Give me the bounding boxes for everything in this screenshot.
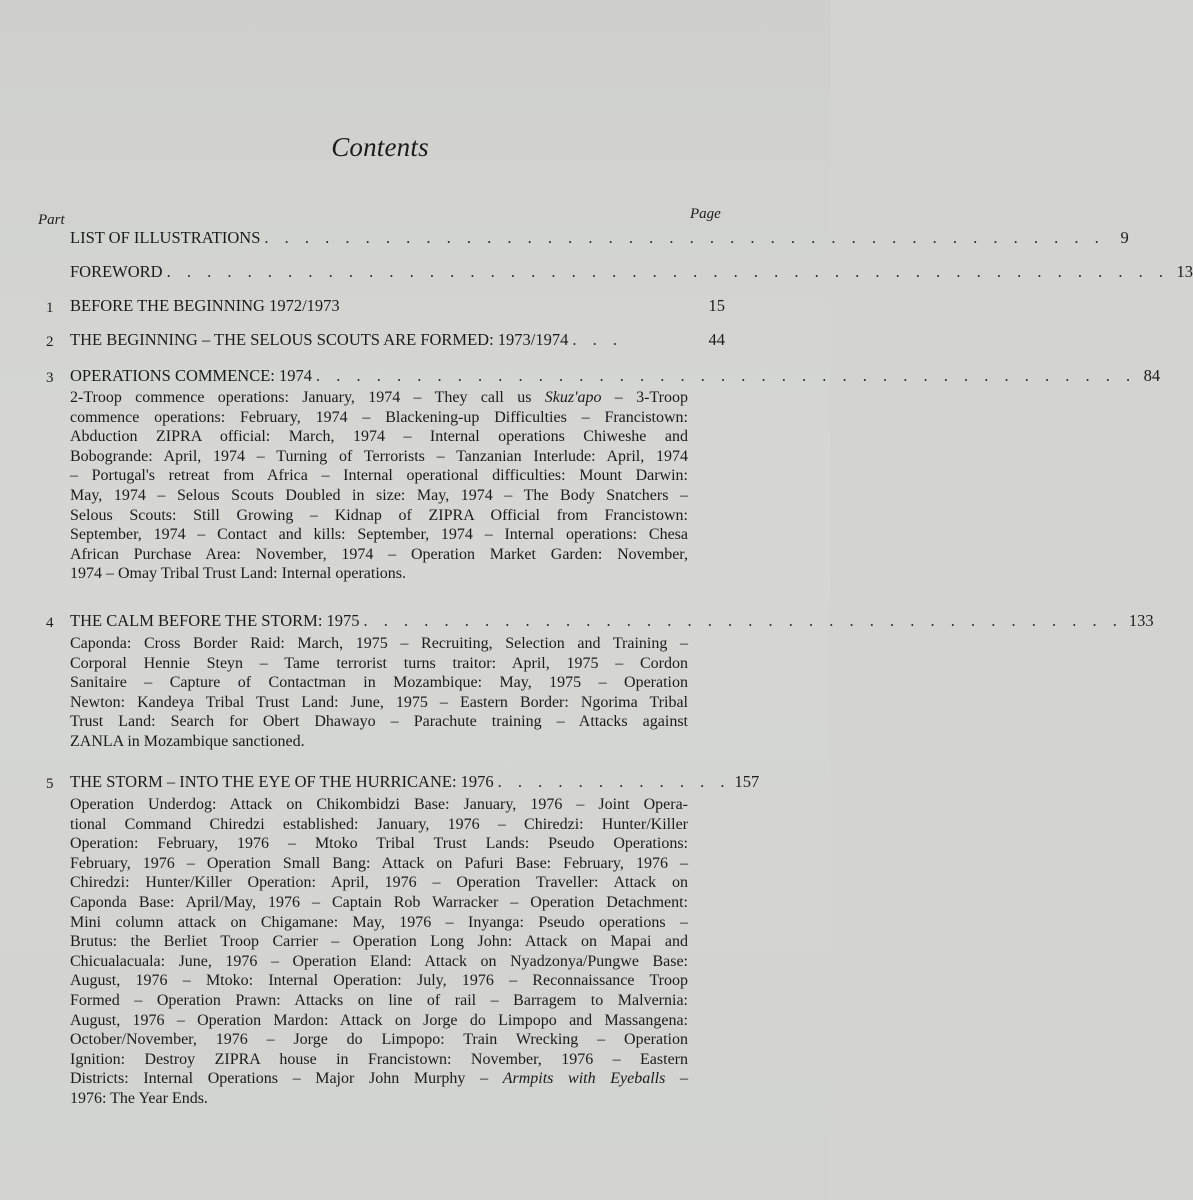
toc-entry-line [70, 330, 725, 350]
italic-term: Armpits with Eyeballs [502, 1070, 666, 1088]
description-line: Brutus: the Berliet Troop Carrier – Operation Long John: Attack on Mapai and [70, 933, 688, 951]
description-line: Selous Scouts: Still Growing – Kidnap of ZIPRA Official from Francistown: [70, 506, 688, 524]
toc-entry-title: THE BEGINNING – THE SELOUS SCOUTS ARE FORMED: 1973/1974 [70, 330, 569, 349]
description-line: Caponda: Cross Border Raid: March, 1975 – Recruiting, Selection and Training – [70, 635, 688, 652]
page-column-heading: Page [690, 206, 721, 222]
toc-entry-title: BEFORE THE BEGINNING 1972/1973 [70, 296, 340, 315]
dot-leader: . . . . . . . . . . . . . . . . . . . . . . . . . . . . . . . . . . . . . . . . . . [264, 228, 1105, 247]
toc-entry-title: THE STORM – INTO THE EYE OF THE HURRICANE: 1976 [70, 772, 494, 791]
toc-entry-line [70, 611, 1154, 631]
description-line: ZANLA in Mozambique sanctioned. [70, 732, 305, 750]
description-line: 1974 – Omay Tribal Trust Land: Internal operations. [70, 565, 406, 583]
dot-leader: . . . . . . . . . . . . . . . . . . . . . . . . . . . . . . . . . . . . . . . . . . . . . . . . . . [166, 262, 1169, 281]
description-line: Trust Land: Search for Obert Dhawayo – Parachute training – Attacks against [70, 713, 688, 731]
description-line: Operation Underdog: Attack on Chikombidzi Base: January, 1976 – Joint Opera- [70, 796, 688, 813]
toc-entry-page: 133 [1128, 611, 1154, 630]
description-line: African Purchase Area: November, 1974 – Operation Market Garden: November, [70, 545, 688, 563]
description-line: tional Command Chiredzi established: January, 1976 – Chiredzi: Hunter/Killer [70, 815, 688, 833]
toc-entry-page: 44 [708, 330, 725, 349]
description-line: – Portugal's retreat from Africa – Internal operational difficulties: Mount Darwin: [70, 467, 688, 485]
dot-leader: . . . . . . . . . . . . [497, 772, 731, 791]
description-line: September, 1974 – Contact and kills: September, 1974 – Internal operations: Chesa [70, 526, 688, 544]
toc-entry-line [70, 262, 1193, 282]
toc-entry-page: 9 [1120, 228, 1129, 247]
toc-entry-page: 15 [708, 296, 725, 315]
description-line: Ignition: Destroy ZIPRA house in Francistown: November, 1976 – Eastern [70, 1050, 688, 1068]
toc-entry-page: 13 [1176, 262, 1193, 281]
description-line: February, 1976 – Operation Small Bang: Attack on Pafuri Base: February, 1976 – [70, 854, 688, 872]
toc-entry-number: 5 [46, 776, 54, 792]
toc-entry-number: 2 [46, 334, 54, 350]
description-line: Districts: Internal Operations – Major John Murphy – Armpits with Eyeballs – [70, 1070, 689, 1088]
description-line: May, 1974 – Selous Scouts Doubled in size: May, 1974 – The Body Snatchers – [70, 486, 688, 504]
description-line: Chicualacuala: June, 1976 – Operation Eland: Attack on Nyadzonya/Pungwe Base: [70, 952, 688, 970]
toc-entry-number: 3 [46, 370, 54, 386]
toc-entry-line [70, 772, 760, 792]
toc-entry-number: 4 [46, 615, 54, 631]
description-line: Newton: Kandeya Tribal Trust Land: June, 1975 – Eastern Border: Ngorima Tribal [70, 693, 688, 711]
description-line: Bobogrande: April, 1974 – Turning of Terrorists – Tanzanian Interlude: April, 1974 [70, 447, 688, 465]
dot-leader: . . . . . . . . . . . . . . . . . . . . . . . . . . . . . . . . . . . . . . [363, 611, 1123, 630]
toc-entry-title: FOREWORD [70, 262, 163, 281]
description-line: Formed – Operation Prawn: Attacks on line of rail – Barragem to Malvernia: [70, 991, 688, 1009]
dot-leader: . . . . . . . . . . . . . . . . . . . . . . . . . . . . . . . . . . . . . . . . . [316, 366, 1137, 385]
toc-entry-line [70, 366, 1161, 386]
toc-entry-title: OPERATIONS COMMENCE: 1974 [70, 366, 313, 385]
description-line: Caponda Base: April/May, 1976 – Captain Rob Warracker – Operation Detachment: [70, 893, 688, 911]
toc-entry-number: 1 [46, 300, 54, 316]
description-line: 2-Troop commence operations: January, 1974 – They call us Skuz'apo – 3-Troop [70, 389, 688, 406]
toc-entry-line [70, 228, 1129, 248]
toc-entry-description [70, 388, 688, 584]
dot-leader: . . . [572, 330, 624, 349]
toc-entry-line [70, 296, 725, 316]
toc-entry-page: 84 [1143, 366, 1161, 385]
italic-term: Skuz'apo [544, 389, 602, 406]
description-line: Chiredzi: Hunter/Killer Operation: April, 1976 – Operation Traveller: Attack on [70, 874, 688, 892]
toc-entry-title: LIST OF ILLUSTRATIONS [70, 228, 261, 247]
description-line: Sanitaire – Capture of Contactman in Mozambique: May, 1975 – Operation [70, 674, 688, 692]
page-title: Contents [331, 132, 429, 162]
description-line: commence operations: February, 1974 – Blackening-up Difficulties – Francistown: [70, 408, 688, 426]
description-line: Operation: February, 1976 – Mtoko Tribal Trust Lands: Pseudo Operations: [70, 835, 688, 853]
description-line: August, 1976 – Mtoko: Internal Operation: July, 1976 – Reconnaissance Troop [70, 972, 688, 990]
description-line: Corporal Hennie Steyn – Tame terrorist turns traitor: April, 1975 – Cordon [70, 654, 688, 672]
toc-entry-title: THE CALM BEFORE THE STORM: 1975 [70, 611, 360, 630]
description-line: Mini column attack on Chigamane: May, 1976 – Inyanga: Pseudo operations – [70, 913, 688, 931]
toc-entry-page: 157 [734, 772, 760, 791]
description-line: 1976: The Year Ends. [70, 1089, 208, 1107]
toc-entry-description [70, 634, 688, 752]
toc-entry-description [70, 795, 688, 1109]
description-line: August, 1976 – Operation Mardon: Attack on Jorge do Limpopo and Massangena: [70, 1011, 688, 1029]
part-column-heading: Part [38, 212, 65, 228]
description-line: October/November, 1976 – Jorge do Limpopo: Train Wrecking – Operation [70, 1031, 688, 1049]
description-line: Abduction ZIPRA official: March, 1974 – Internal operations Chiweshe and [70, 428, 688, 446]
